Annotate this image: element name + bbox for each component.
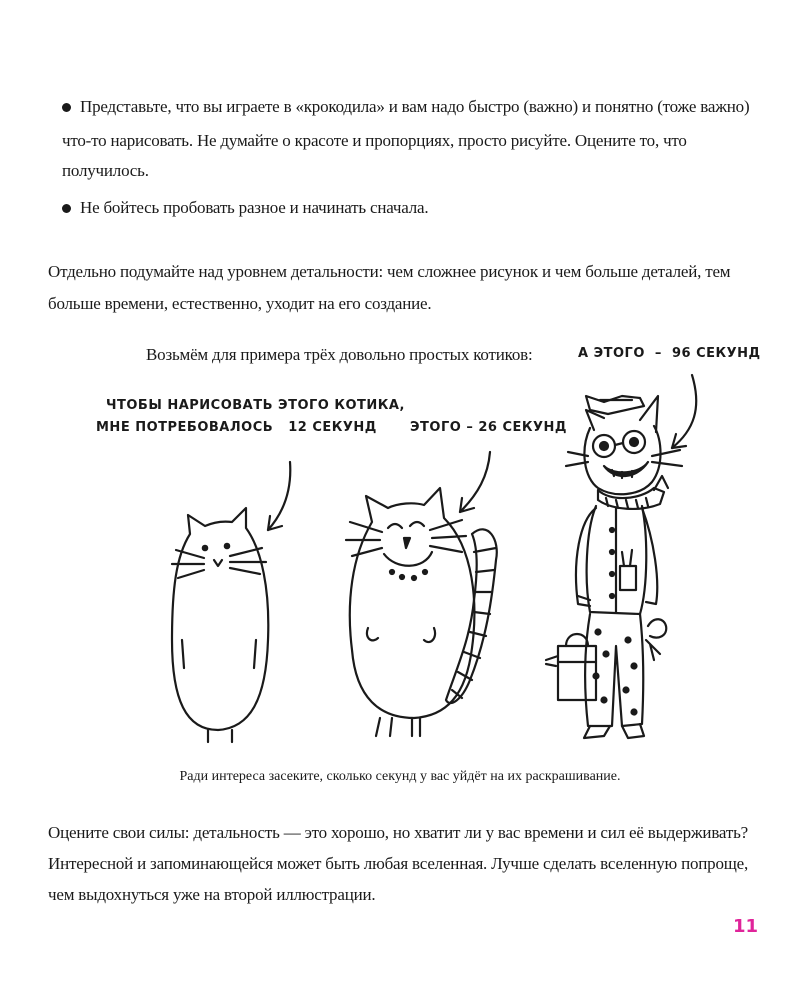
bullet-2-line-1: Не бойтесь пробовать разное и начинать сначала. <box>80 198 429 217</box>
detail-paragraph-line-1: Отдельно подумайте над уровнем детальности: чем сложнее рисунок и чем больше деталей, тем <box>48 262 731 281</box>
page-number: 11 <box>733 916 759 937</box>
cat-simple-icon <box>172 508 268 742</box>
cat3-label: А ЭТОГО – 96 СЕКУНД <box>578 346 761 361</box>
arrow-cat1-icon <box>268 462 290 530</box>
illustration-caption: Ради интереса засеките, сколько секунд у вас уйдёт на их раскрашивание. <box>179 769 621 784</box>
closing-paragraph-line-1: Оцените свои силы: детальность — это хорошо, но хватит ли у вас времени и сил её выдерживать? <box>48 823 748 842</box>
detail-paragraph-line-2: больше времени, естественно, уходит на его создание. <box>48 294 432 313</box>
arrow-cat2-icon <box>460 452 490 512</box>
closing-paragraph-line-3: чем выдохнуться уже на второй иллюстрации. <box>48 885 376 904</box>
cat1-label-line-1: ЧТОБЫ НАРИСОВАТЬ ЭТОГО КОТИКА, <box>106 398 405 413</box>
closing-paragraph-line-2: Интересной и запоминающейся может быть любая вселенная. Лучше сделать вселенную попроще, <box>48 854 749 873</box>
bullet-1-line-1: Представьте, что вы играете в «крокодила» и вам надо быстро (важно) и понятно (тоже важно) <box>80 97 750 116</box>
arrow-cat3-icon <box>672 375 696 448</box>
cat-striped-tail-icon <box>346 488 497 736</box>
intro-line: Возьмём для примера трёх довольно простых котиков: <box>146 345 533 364</box>
bullet-1-line-2: что-то нарисовать. Не думайте о красоте и пропорциях, просто рисуйте. Оцените то, что получилось. <box>62 131 687 180</box>
cat-detailed-icon <box>546 396 682 738</box>
cat1-label-line-2: МНЕ ПОТРЕБОВАЛОСЬ 12 СЕКУНД <box>96 420 377 435</box>
cat2-label: ЭТОГО – 26 СЕКУНД <box>410 420 567 435</box>
